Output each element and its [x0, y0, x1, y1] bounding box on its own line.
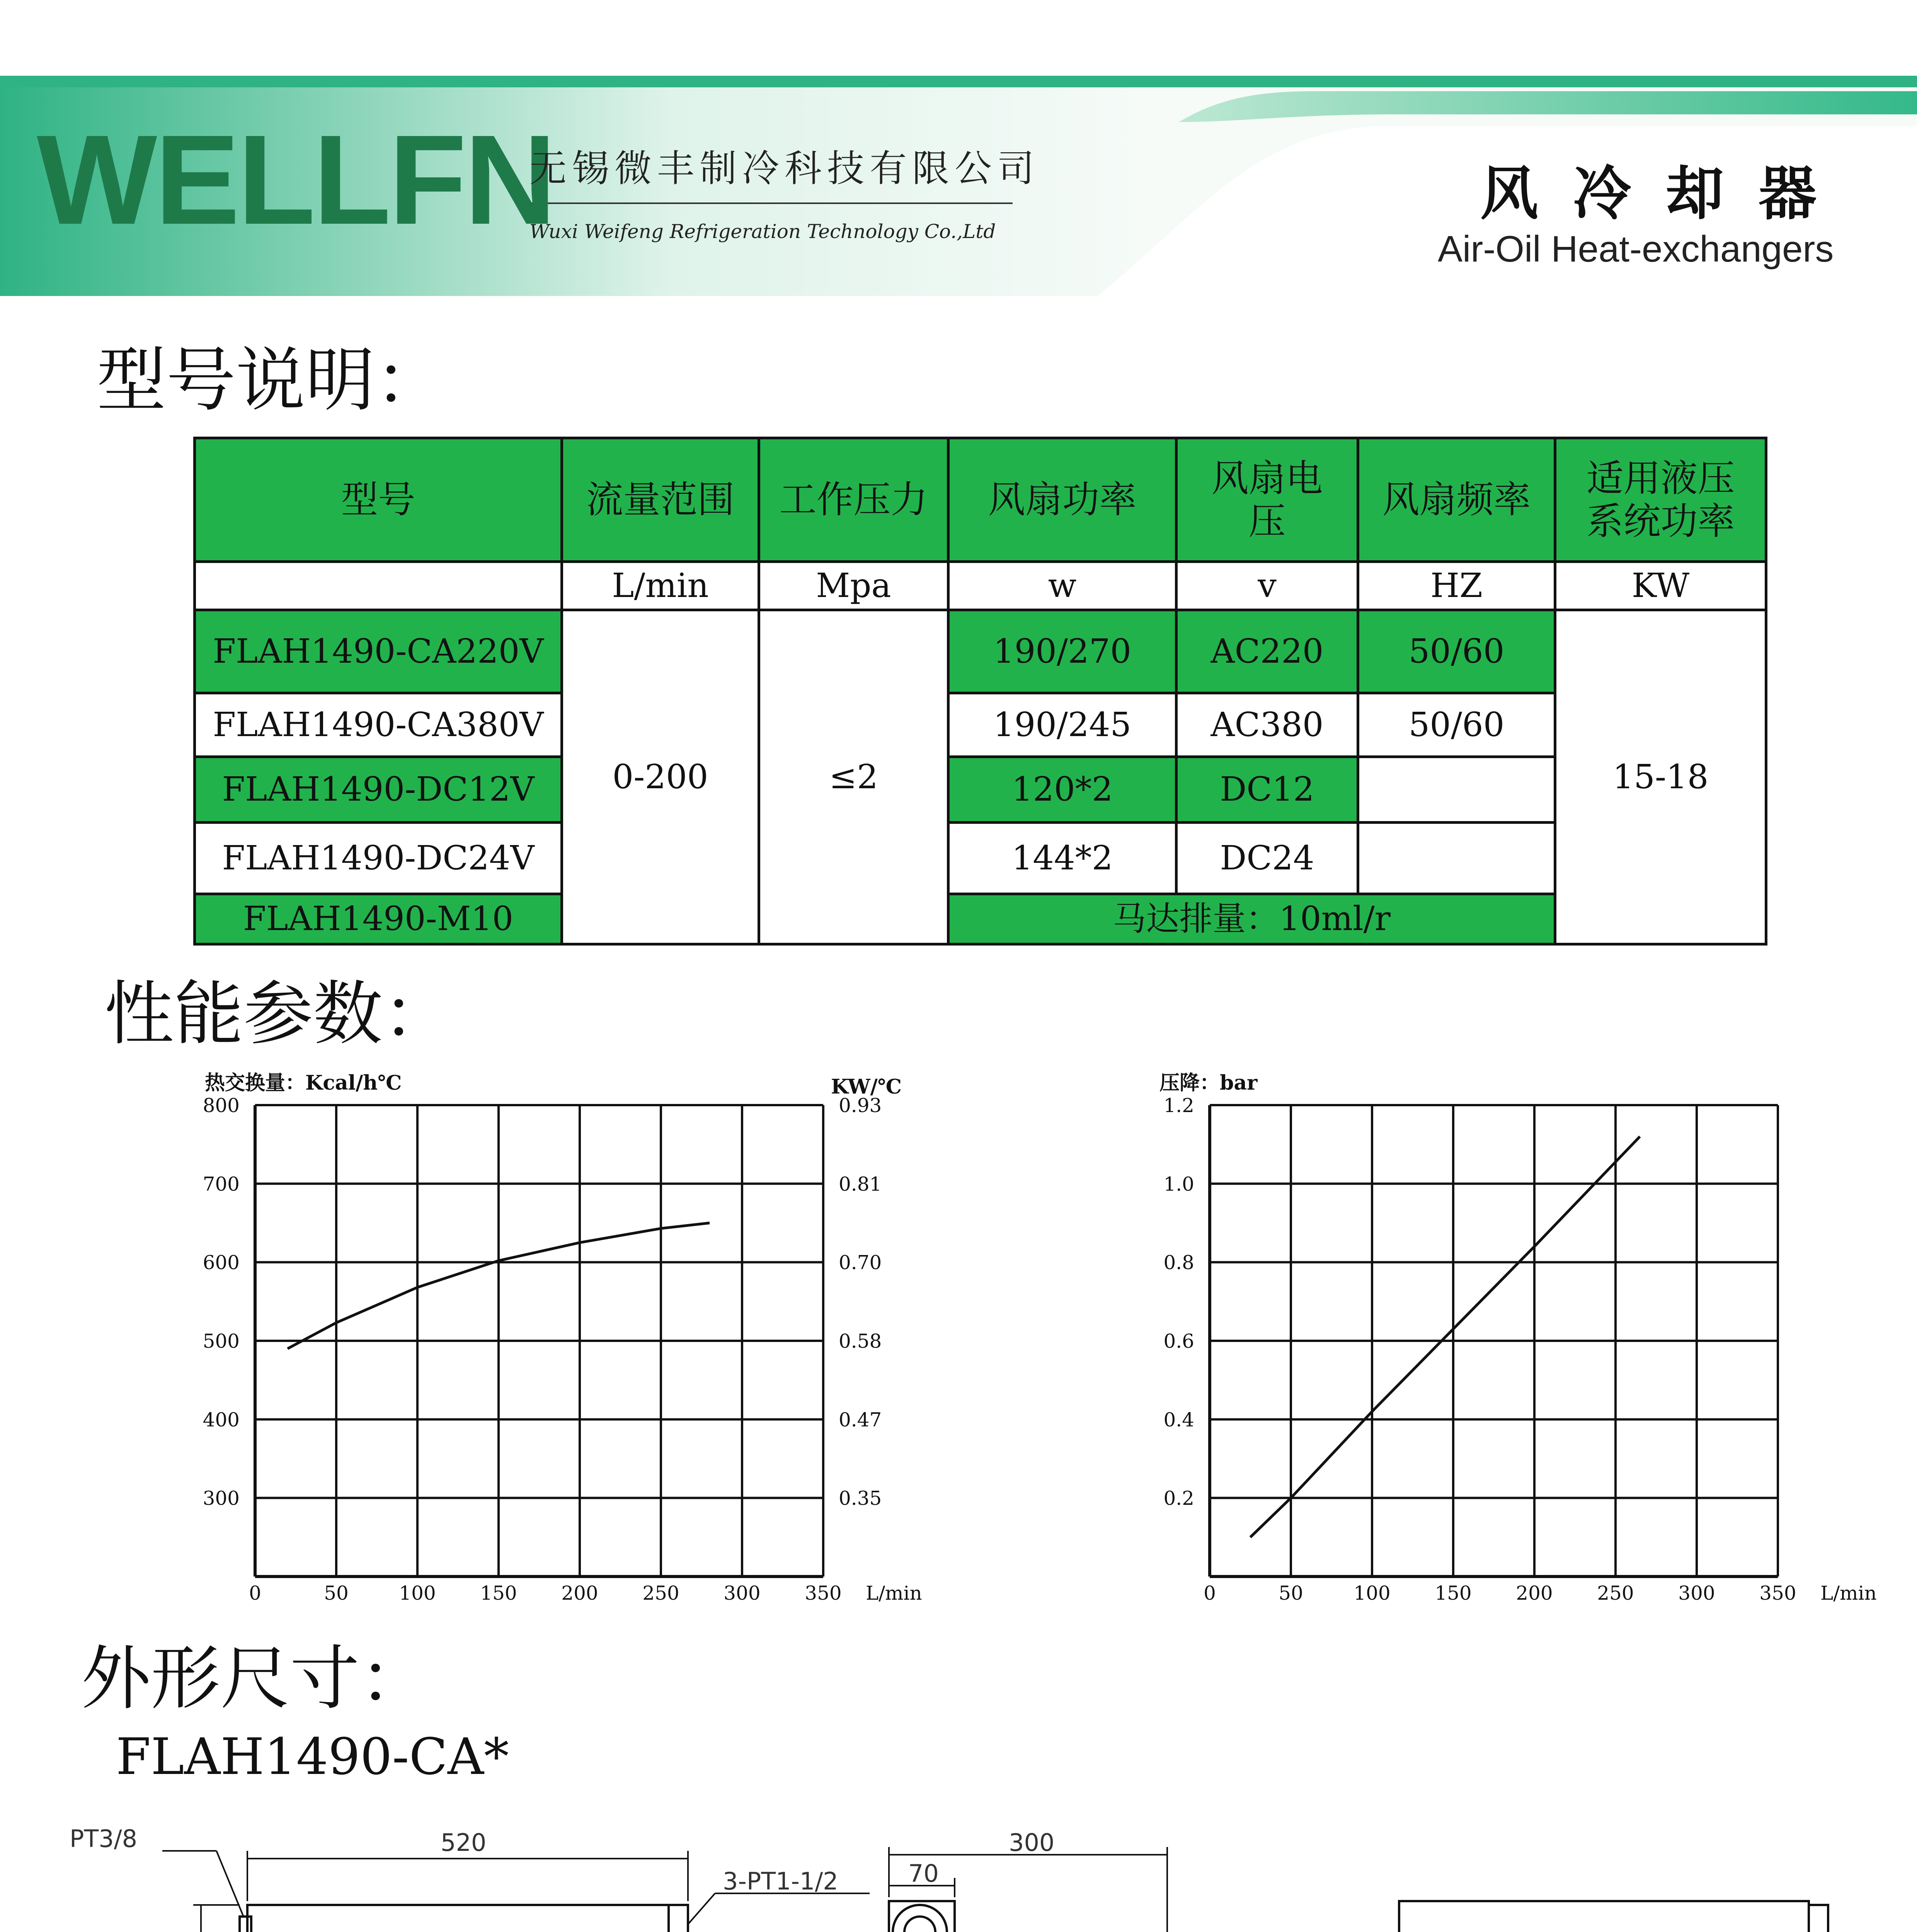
spec-table	[193, 437, 1767, 946]
model-cell: FLAH1490-CA380V	[195, 693, 562, 757]
power-cell: 120*2	[948, 757, 1176, 823]
power-cell: 190/245	[948, 693, 1176, 757]
x-tick-label: 350	[805, 1582, 842, 1604]
y2-tick-label: 0.58	[839, 1330, 882, 1352]
x-tick-label: 100	[1353, 1582, 1391, 1604]
voltage-cell: AC380	[1176, 693, 1358, 757]
y2-tick-label: 0.70	[839, 1251, 882, 1274]
x-axis-label: L/min	[1820, 1582, 1877, 1604]
y-axis-label: 压降：bar	[1159, 1071, 1258, 1095]
unit-power: w	[948, 562, 1176, 610]
freq-cell: 50/60	[1358, 610, 1555, 693]
y2-tick-label: 0.81	[839, 1173, 882, 1196]
model-cell: FLAH1490-M10	[195, 894, 562, 944]
drawing-model: FLAH1490-CA*	[116, 1727, 509, 1786]
brand-logo: WELLFN	[37, 108, 554, 251]
section-model-desc: 型号说明：	[97, 340, 445, 421]
label-pt38: PT3/8	[70, 1825, 138, 1853]
company-name-cn: 无锡微丰制冷科技有限公司	[529, 147, 1040, 190]
dim-width: 520	[441, 1828, 487, 1857]
power-cell: 190/270	[948, 610, 1176, 693]
dim-top: 70	[908, 1859, 939, 1888]
unit-pressure: Mpa	[759, 562, 948, 610]
x-tick-label: 150	[1435, 1582, 1472, 1604]
series-line	[1250, 1136, 1640, 1537]
th-pressure: 工作压力	[759, 438, 948, 562]
company-name-en: Wuxi Weifeng Refrigeration Technology Co.,Ltd	[529, 220, 996, 243]
model-cell: FLAH1490-DC12V	[195, 757, 562, 823]
voltage-cell: AC220	[1176, 610, 1358, 693]
freq-cell	[1358, 823, 1555, 894]
x-tick-label: 250	[1597, 1582, 1634, 1604]
th-fan-voltage: 风扇电压	[1176, 438, 1358, 562]
x-tick-label: 50	[1279, 1582, 1303, 1604]
th-fan-power: 风扇功率	[948, 438, 1176, 562]
x-tick-label: 350	[1759, 1582, 1796, 1604]
y-tick-label: 600	[203, 1251, 240, 1274]
x-tick-label: 0	[249, 1582, 261, 1604]
model-cell: FLAH1490-CA220V	[195, 610, 562, 693]
x-tick-label: 300	[724, 1582, 761, 1604]
x-axis-label: L/min	[866, 1582, 922, 1604]
side-view	[850, 1847, 1175, 1932]
th-flow: 流量范围	[562, 438, 759, 562]
label-pt112: 3-PT1-1/2	[723, 1867, 838, 1895]
y-tick-label: 800	[203, 1094, 240, 1117]
unit-voltage: v	[1176, 562, 1358, 610]
freq-cell: 50/60	[1358, 693, 1555, 757]
y-tick-label: 500	[203, 1330, 240, 1352]
dim-depth: 300	[1009, 1828, 1055, 1857]
x-tick-label: 150	[480, 1582, 517, 1604]
section-dimensions: 外形尺寸：	[81, 1638, 429, 1719]
x-tick-label: 250	[642, 1582, 679, 1604]
freq-cell	[1358, 757, 1555, 823]
x-tick-label: 200	[1516, 1582, 1553, 1604]
unit-flow: L/min	[562, 562, 759, 610]
pressure-cell: ≤2	[759, 610, 948, 944]
x-tick-label: 50	[324, 1582, 349, 1604]
x-tick-label: 0	[1204, 1582, 1216, 1604]
th-fan-freq: 风扇频率	[1358, 438, 1555, 562]
y2-tick-label: 0.93	[839, 1094, 882, 1117]
unit-system-power: KW	[1555, 562, 1766, 610]
th-system-power: 适用液压系统功率	[1555, 438, 1766, 562]
unit-model	[195, 562, 562, 610]
x-tick-label: 100	[399, 1582, 436, 1604]
x-tick-label: 300	[1678, 1582, 1715, 1604]
back-view	[1372, 1901, 1836, 1932]
y-axis-label: 热交换量：Kcal/h℃	[205, 1071, 402, 1095]
section-performance: 性能参数：	[104, 974, 453, 1054]
y-tick-label: 0.8	[1163, 1251, 1194, 1274]
model-cell: FLAH1490-DC24V	[195, 823, 562, 894]
performance-charts	[0, 1043, 1917, 1634]
y-tick-label: 0.4	[1163, 1408, 1194, 1431]
flow-range-cell: 0-200	[562, 610, 759, 944]
y2-tick-label: 0.47	[839, 1408, 882, 1431]
voltage-cell: DC24	[1176, 823, 1358, 894]
system-power-cell: 15-18	[1555, 610, 1766, 944]
unit-freq: HZ	[1358, 562, 1555, 610]
product-title-en: Air-Oil Heat-exchangers	[1438, 228, 1834, 270]
dimension-drawing	[0, 1797, 1917, 1932]
y-tick-label: 700	[203, 1173, 240, 1196]
x-tick-label: 200	[561, 1582, 598, 1604]
y-tick-label: 1.2	[1163, 1094, 1194, 1117]
motor-displacement-cell: 马达排量：10ml/r	[948, 894, 1555, 944]
th-model: 型号	[195, 438, 562, 562]
y-tick-label: 1.0	[1163, 1173, 1194, 1196]
product-title-cn: 风冷却器	[1480, 160, 1852, 228]
y-tick-label: 0.6	[1163, 1330, 1194, 1352]
power-cell: 144*2	[948, 823, 1176, 894]
y2-tick-label: 0.35	[839, 1487, 882, 1510]
y2-axis-label: KW/℃	[831, 1075, 902, 1099]
voltage-cell: DC12	[1176, 757, 1358, 823]
y-tick-label: 300	[203, 1487, 240, 1510]
y-tick-label: 400	[203, 1408, 240, 1431]
y-tick-label: 0.2	[1163, 1487, 1194, 1510]
